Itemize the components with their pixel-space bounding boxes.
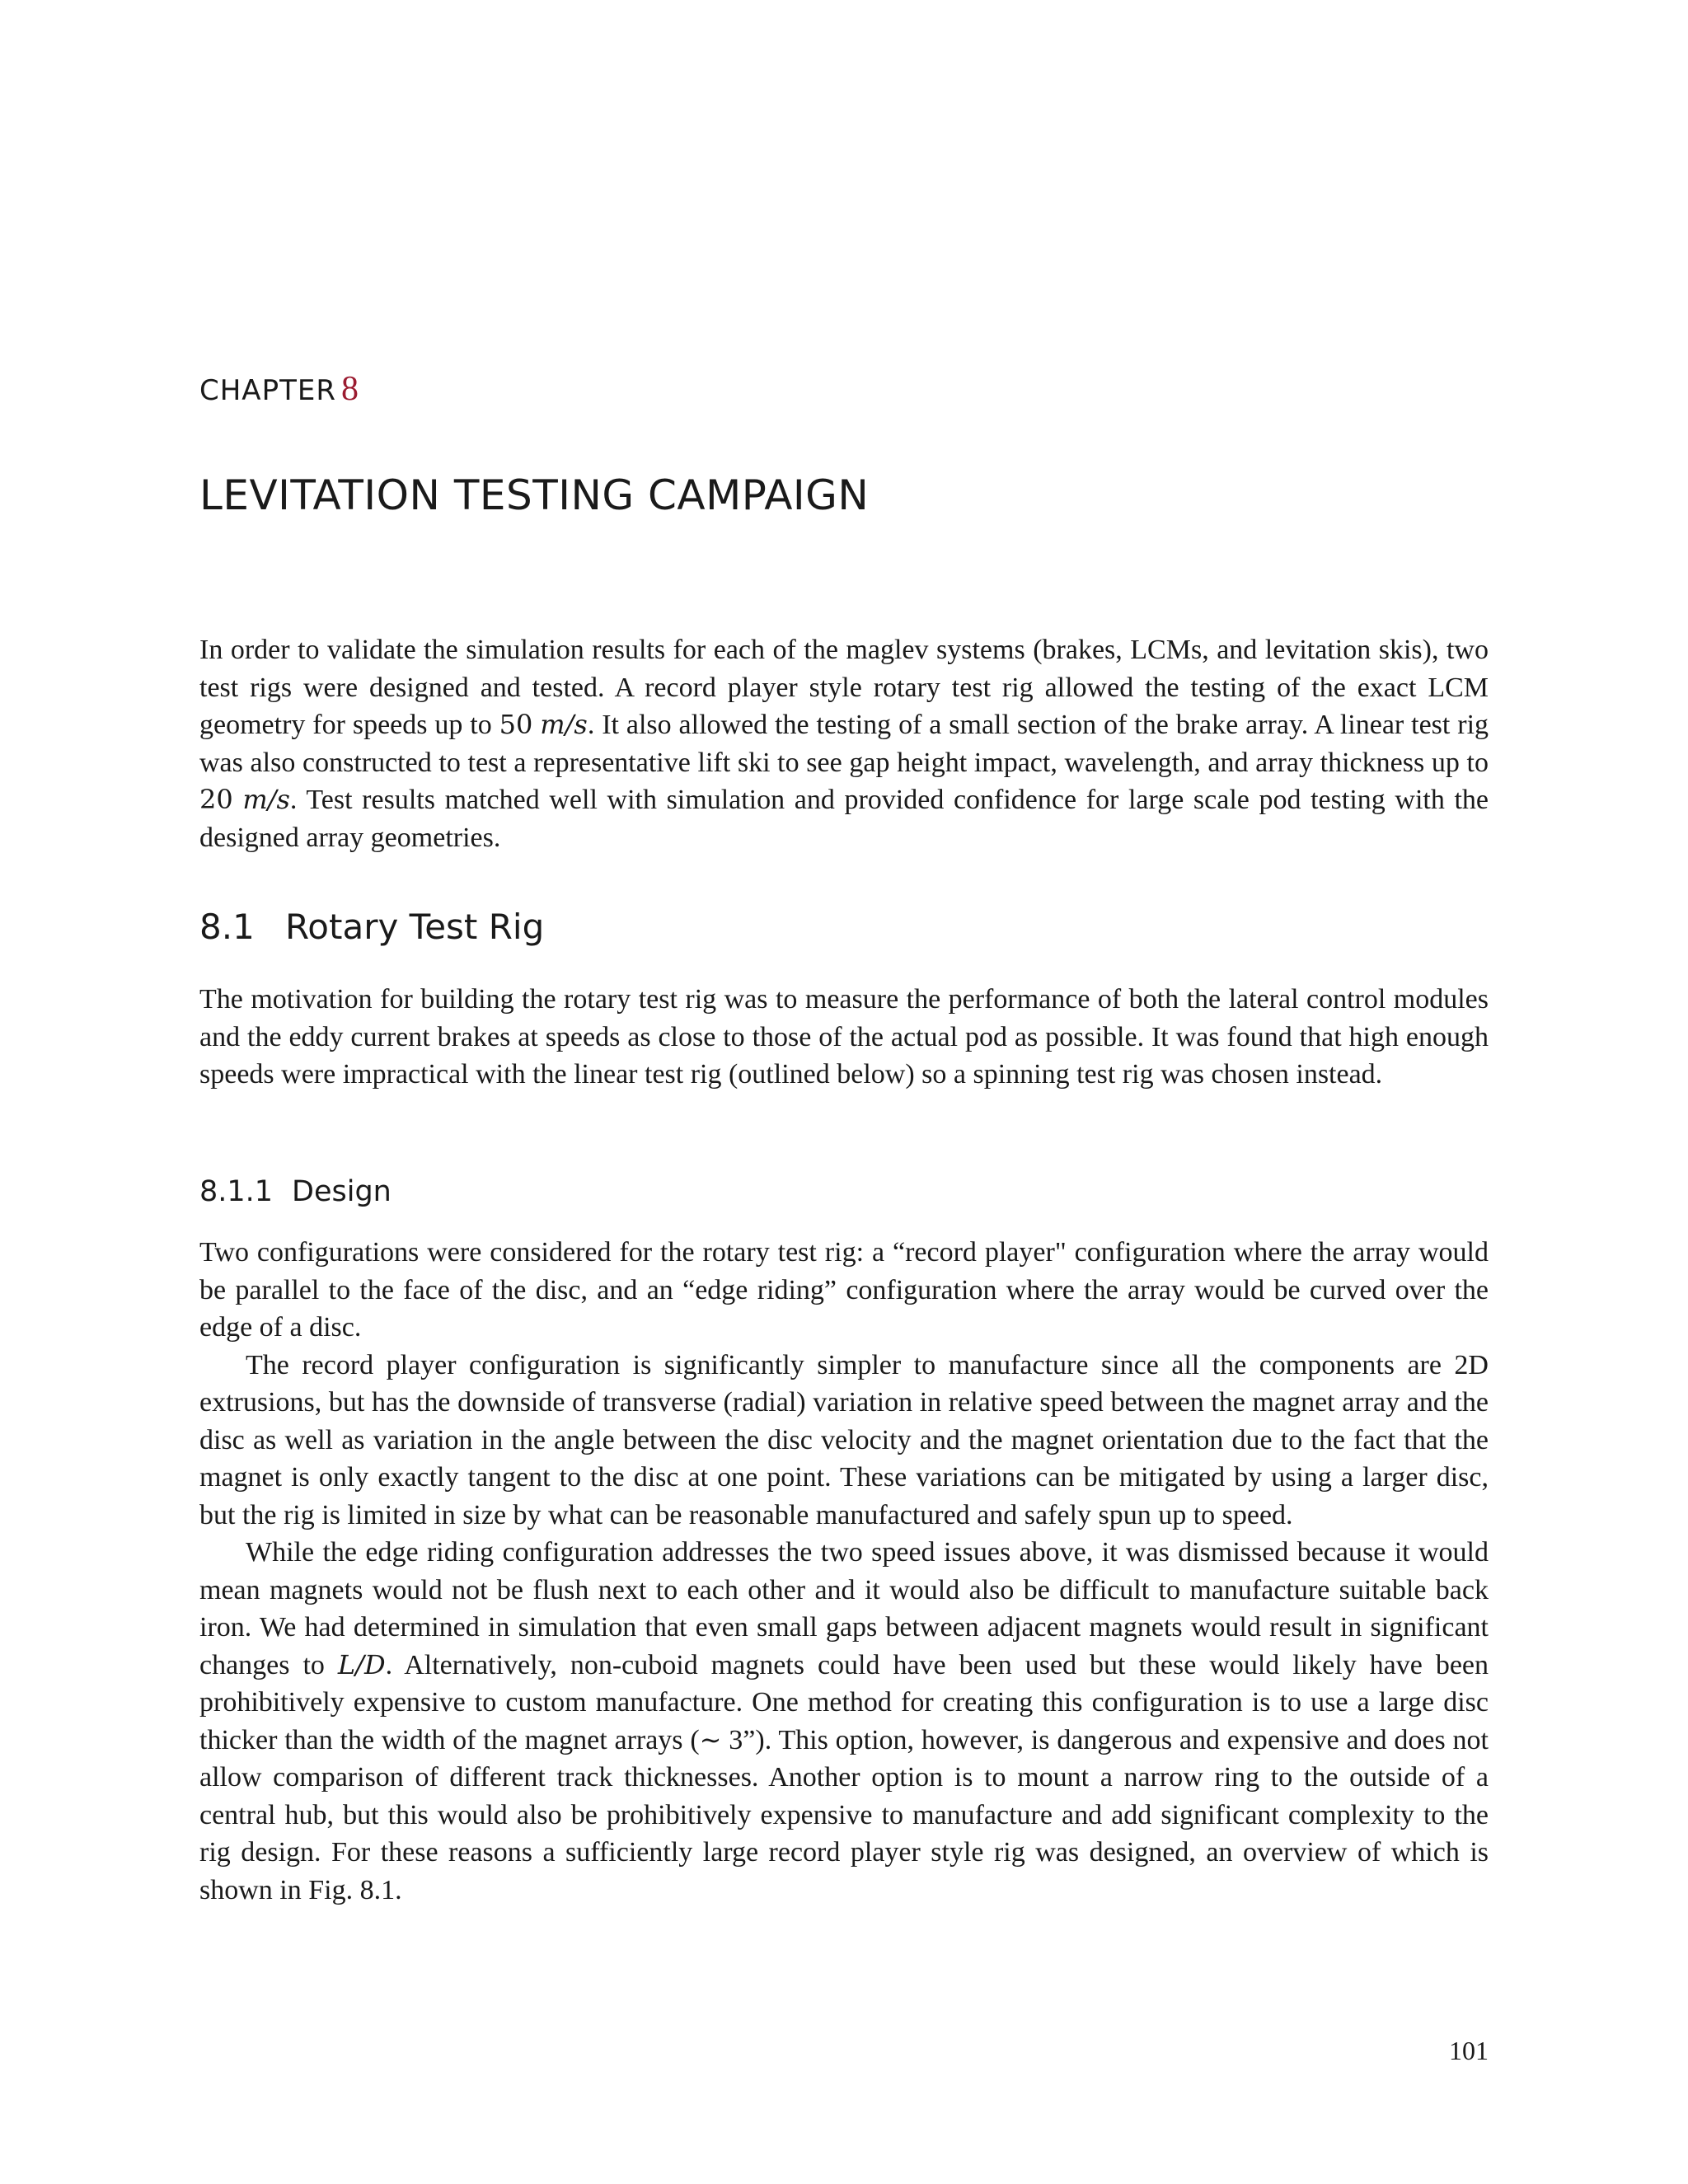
section-8-1-1-body: [199, 1234, 1489, 1909]
intro-text-1: In order to validate the simulation results for each of the maglev systems (brakes, LCMs, and levitation skis), two test rigs were designed and tested. A record player style rotary test rig allowed the testing of the exact LCM geometry for speeds up to: [199, 635, 1489, 740]
page-number: 101: [1449, 2036, 1489, 2065]
math-lift-to-drag: L/D: [337, 1648, 386, 1680]
chapter-label: [199, 369, 359, 409]
subsection-number: 8.1.1: [199, 1175, 274, 1208]
chapter-label-text: CHAPTER: [199, 374, 336, 407]
math-speed-2-unit: m/s: [242, 784, 290, 815]
math-speed-2-value: 20: [199, 784, 233, 815]
paragraph-text-1: While the edge riding configuration addresses the two speed issues above, it was dismissed because it would mean magnets would not be flush next to each other and it would also be difficult to manufacture suitable back iron. We had determined in simulation that even small gaps between adjacent magnets would result in significant changes to: [199, 1537, 1489, 1680]
section-title: Rotary Test Rig: [285, 907, 545, 947]
math-speed-1-value: 50: [499, 709, 533, 740]
intro-paragraph: [199, 631, 1489, 856]
chapter-title: LEVITATION TESTING CAMPAIGN: [199, 471, 870, 519]
intro-text-2: . It also allowed the testing of a small section of the brake array. A linear test rig was also constructed to test a representative lift ski to see gap height impact, wavelength, and array thickness up to: [199, 710, 1489, 778]
section-heading-8-1: [199, 907, 544, 947]
section-8-1-body: [199, 981, 1489, 1094]
intro-text-3: . Test results matched well with simulation and provided confidence for large scale pod testing with the designed array geometries.: [199, 785, 1489, 853]
paragraph: Two configurations were considered for the rotary test rig: a “record player" configuration where the array would be parallel to the face of the disc, and an “edge riding” configuration where the array would be curved over the edge of a disc.: [199, 1237, 1489, 1343]
paragraph: The record player configuration is significantly simpler to manufacture since all the components are 2D extrusions, but has the downside of transverse (radial) variation in relative speed between the magnet array and the disc as well as variation in the angle between the disc velocity and the magnet orientation due to the fact that the magnet is only exactly tangent to the disc at one point. These variations can be mitigated by using a larger disc, but the rig is limited in size by what can be reasonable manufactured and safely spun up to speed.: [199, 1349, 1489, 1530]
paragraph-text-3: 3”). This option, however, is dangerous and expensive and does not allow comparison of different track thicknesses. Another option is to mount a narrow ring to the outside of a central hub, but this would also be prohibitively expensive to manufacture and add significant complexity to the rig design. For these reasons a sufficiently large record player style rig was designed, an overview of which is shown in Fig. 8.1.: [199, 1724, 1489, 1905]
intro-section: [199, 631, 1489, 856]
math-approx-symbol: ∼: [699, 1723, 722, 1755]
section-number: 8.1: [199, 907, 255, 947]
paragraph: The motivation for building the rotary test rig was to measure the performance of both the lateral control modules and the eddy current brakes at speeds as close to those of the actual pod as possible. It was found that high enough speeds were impractical with the linear test rig (outlined below) so a spinning test rig was chosen instead.: [199, 984, 1489, 1090]
subsection-heading-8-1-1: [199, 1175, 392, 1208]
paragraph: [199, 1534, 1489, 1909]
paragraph-text-2: . Alternatively, non-cuboid magnets could have been used but these would likely have been prohibitively expensive to custom manufacture. One method for creating this configuration is to use a large disc thicker than the width of the magnet arrays (: [199, 1649, 1489, 1755]
chapter-number: 8: [340, 370, 359, 408]
math-speed-1-unit: m/s: [540, 709, 588, 740]
subsection-title: Design: [292, 1175, 392, 1208]
